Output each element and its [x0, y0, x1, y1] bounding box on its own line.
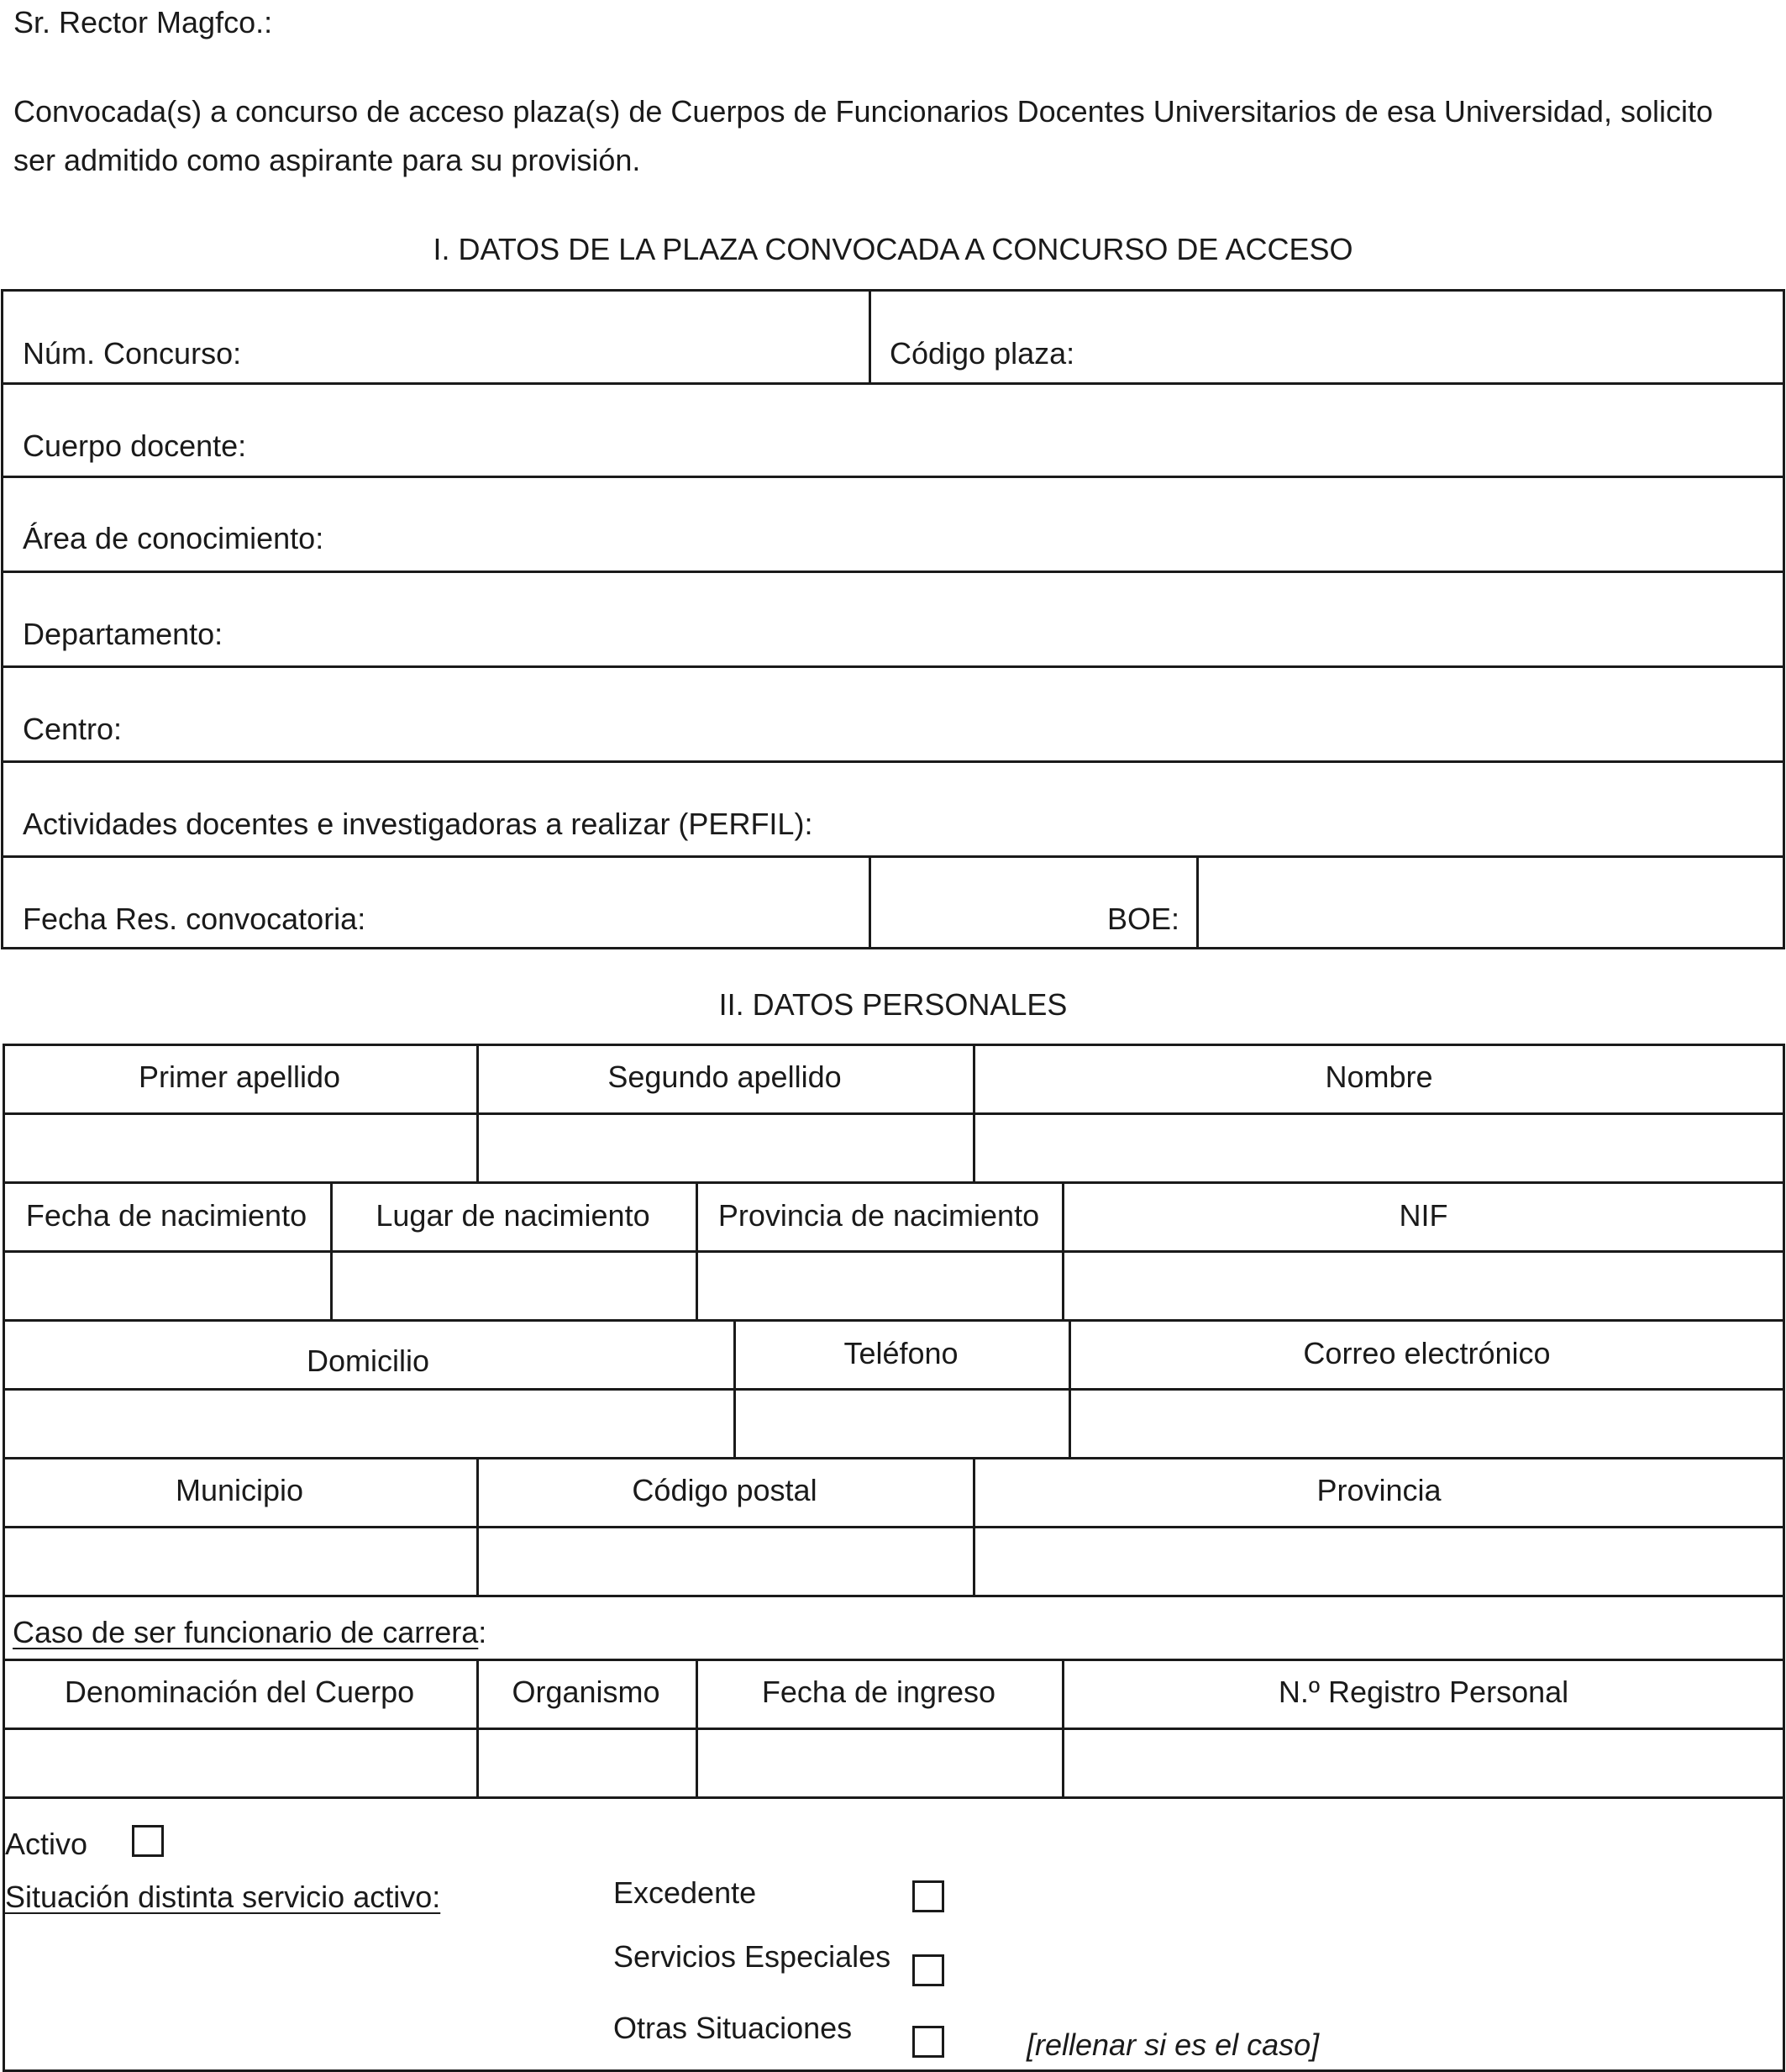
area-label: Área de conocimiento: — [23, 521, 324, 555]
excedente-checkbox[interactable] — [912, 1880, 944, 1912]
otras-situaciones-label: Otras Situaciones — [613, 2011, 853, 2045]
segundo-apellido-header: Segundo apellido — [607, 1060, 842, 1094]
divider — [3, 1796, 1785, 1799]
codigo-plaza-label: Código plaza: — [890, 336, 1075, 371]
activo-checkbox[interactable] — [132, 1825, 164, 1857]
situacion-label: Situación distinta servicio activo: — [5, 1880, 441, 1914]
num-concurso-label: Núm. Concurso: — [23, 336, 242, 371]
domicilio-field[interactable] — [5, 1391, 733, 1457]
divider — [3, 1181, 1785, 1184]
nif-field[interactable] — [1064, 1253, 1783, 1319]
excedente-label: Excedente — [613, 1875, 757, 1910]
correo-field[interactable] — [1071, 1391, 1783, 1457]
divider — [3, 1457, 1785, 1459]
primer-apellido-field[interactable] — [5, 1115, 476, 1181]
otras-situaciones-checkbox[interactable] — [912, 2026, 944, 2058]
fecha-res-label: Fecha Res. convocatoria: — [23, 902, 366, 936]
municipio-header: Municipio — [175, 1473, 304, 1507]
provincia-nacimiento-header: Provincia de nacimiento — [717, 1198, 1040, 1233]
boe-label: BOE: — [1107, 902, 1180, 936]
centro-field[interactable] — [3, 668, 1783, 760]
fecha-nacimiento-field[interactable] — [5, 1253, 330, 1319]
primer-apellido-header: Primer apellido — [138, 1060, 341, 1094]
section-2-title: II. DATOS PERSONALES — [718, 987, 1068, 1022]
provincia-field[interactable] — [975, 1528, 1783, 1595]
fecha-ingreso-field[interactable] — [698, 1730, 1062, 1796]
funcionario-label: Caso de ser funcionario de carrera: — [13, 1615, 487, 1649]
registro-personal-header: N.º Registro Personal — [1278, 1675, 1569, 1709]
nif-header: NIF — [1399, 1198, 1448, 1233]
nota-label: [rellenar si es el caso] — [1027, 2027, 1320, 2062]
segundo-apellido-field[interactable] — [479, 1115, 973, 1181]
divider — [869, 855, 871, 949]
salutation: Sr. Rector Magfco.: — [13, 5, 273, 39]
servicios-especiales-label: Servicios Especiales — [613, 1939, 891, 1974]
divider — [3, 1595, 1785, 1597]
provincia-header: Provincia — [1316, 1473, 1442, 1507]
intro-line-1: Convocada(s) a concurso de acceso plaza(s) de Cuerpos de Funcionarios Docentes Universitarios de esa Universidad, solicito — [13, 94, 1713, 129]
boe-field[interactable] — [1199, 858, 1783, 949]
domicilio-header: Domicilio — [306, 1344, 430, 1378]
municipio-field[interactable] — [5, 1528, 476, 1595]
lugar-nacimiento-header: Lugar de nacimiento — [376, 1198, 650, 1233]
nombre-field[interactable] — [975, 1115, 1783, 1181]
organismo-header: Organismo — [512, 1675, 660, 1709]
provincia-nacimiento-field[interactable] — [698, 1253, 1062, 1319]
organismo-field[interactable] — [479, 1730, 696, 1796]
actividades-label: Actividades docentes e investigadoras a realizar (PERFIL): — [23, 807, 813, 841]
departamento-field[interactable] — [3, 573, 1783, 665]
servicios-especiales-checkbox[interactable] — [912, 1954, 944, 1986]
telefono-field[interactable] — [736, 1391, 1069, 1457]
codigo-postal-field[interactable] — [479, 1528, 973, 1595]
denominacion-cuerpo-header: Denominación del Cuerpo — [64, 1675, 415, 1709]
telefono-header: Teléfono — [843, 1336, 959, 1370]
fecha-ingreso-header: Fecha de ingreso — [761, 1675, 996, 1709]
cuerpo-docente-field[interactable] — [3, 385, 1783, 476]
denominacion-cuerpo-field[interactable] — [5, 1730, 476, 1796]
fecha-nacimiento-header: Fecha de nacimiento — [25, 1198, 307, 1233]
cuerpo-docente-label: Cuerpo docente: — [23, 429, 247, 463]
centro-label: Centro: — [23, 712, 123, 746]
codigo-postal-header: Código postal — [632, 1473, 817, 1507]
num-concurso-field[interactable] — [3, 292, 869, 382]
correo-header: Correo electrónico — [1303, 1336, 1551, 1370]
lugar-nacimiento-field[interactable] — [333, 1253, 696, 1319]
nombre-header: Nombre — [1325, 1060, 1433, 1094]
divider — [3, 1319, 1785, 1322]
activo-label: Activo — [5, 1827, 88, 1861]
registro-personal-field[interactable] — [1064, 1730, 1783, 1796]
intro-line-2: ser admitido como aspirante para su provisión. — [13, 143, 641, 177]
divider — [3, 1659, 1785, 1661]
section-1-title: I. DATOS DE LA PLAZA CONVOCADA A CONCURSO DE ACCESO — [433, 232, 1353, 266]
departamento-label: Departamento: — [23, 617, 223, 651]
